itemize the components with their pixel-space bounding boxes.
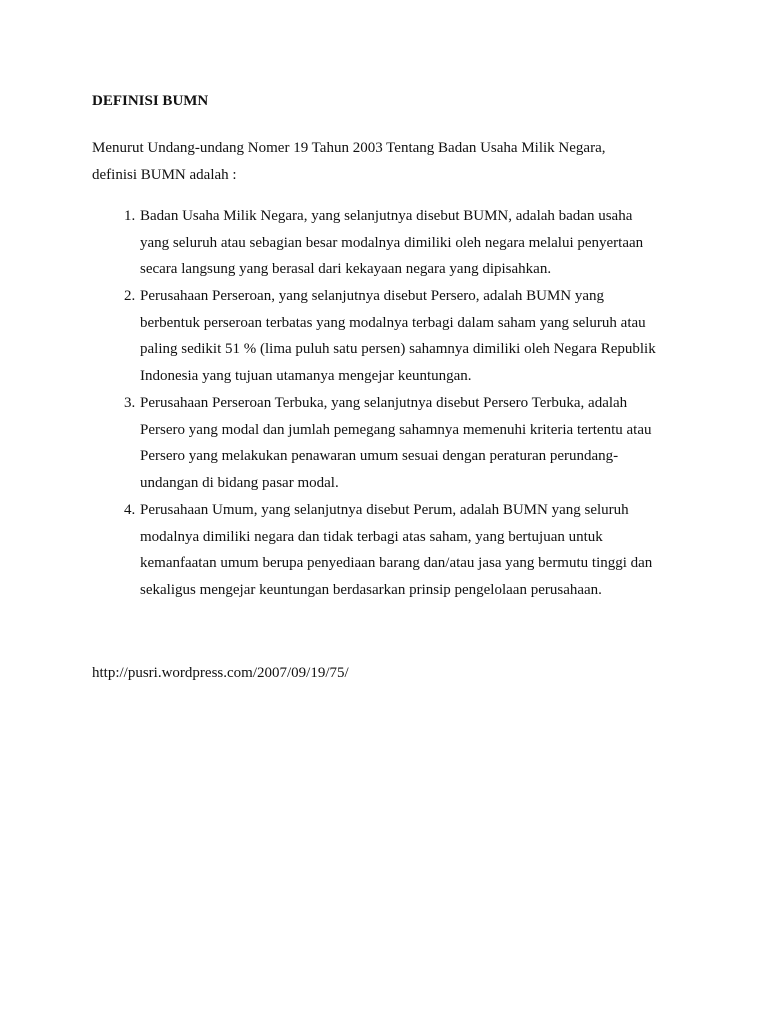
list-line: Persero yang melakukan penawaran umum sesuai dengan peraturan perundang- [140, 448, 619, 465]
list-line: yang seluruh atau sebagian besar modalnya dimiliki oleh negara melalui penyertaan [140, 234, 644, 251]
list-line: Perusahaan Perseroan Terbuka, yang selanjutnya disebut Persero Terbuka, adalah [140, 395, 628, 411]
list-line: sekaligus mengejar keuntungan berdasarkan prinsip pengelolaan perusahaan. [140, 582, 602, 599]
list-item-2 [124, 283, 656, 390]
list-line: undangan di bidang pasar modal. [140, 475, 339, 492]
list-item-4 [124, 497, 652, 604]
list-item-1 [124, 203, 643, 283]
list-line: Indonesia yang tujuan utamanya mengejar keuntungan. [140, 368, 472, 385]
list-number: 3. [124, 395, 136, 411]
list-number: 1. [124, 208, 136, 224]
list-line: berbentuk perseroan terbatas yang modalnya terbagi dalam saham yang seluruh atau [140, 314, 646, 331]
list-line: Badan Usaha Milik Negara, yang selanjutnya disebut BUMN, adalah badan usaha [140, 208, 633, 224]
list-line: Perusahaan Umum, yang selanjutnya disebut Perum, adalah BUMN yang seluruh [140, 502, 629, 518]
list-line: modalnya dimiliki negara dan tidak terbagi atas saham, yang bertujuan untuk [140, 528, 603, 545]
list-line: kemanfaatan umum berupa penyediaan barang dan/atau jasa yang bermutu tinggi dan [140, 555, 653, 572]
document-title: DEFINISI BUMN [92, 93, 209, 109]
list-line: Persero yang modal dan jumlah pemegang sahamnya memenuhi kriteria tertentu atau [140, 421, 652, 438]
list-item-3 [124, 390, 652, 497]
list-line: paling sedikit 51 % (lima puluh satu persen) sahamnya dimiliki oleh Negara Republik [140, 341, 656, 358]
intro-line: definisi BUMN adalah : [92, 166, 237, 183]
list-line: Perusahaan Perseroan, yang selanjutnya disebut Persero, adalah BUMN yang [140, 288, 605, 304]
intro-paragraph [92, 135, 605, 188]
source-url: http://pusri.wordpress.com/2007/09/19/75/ [92, 665, 349, 681]
intro-line: Menurut Undang-undang Nomer 19 Tahun 2003 Tentang Badan Usaha Milik Negara, [92, 140, 606, 156]
list-number: 4. [124, 502, 136, 518]
list-line: secara langsung yang berasal dari kekayaan negara yang dipisahkan. [140, 261, 552, 278]
list-number: 2. [124, 288, 136, 304]
